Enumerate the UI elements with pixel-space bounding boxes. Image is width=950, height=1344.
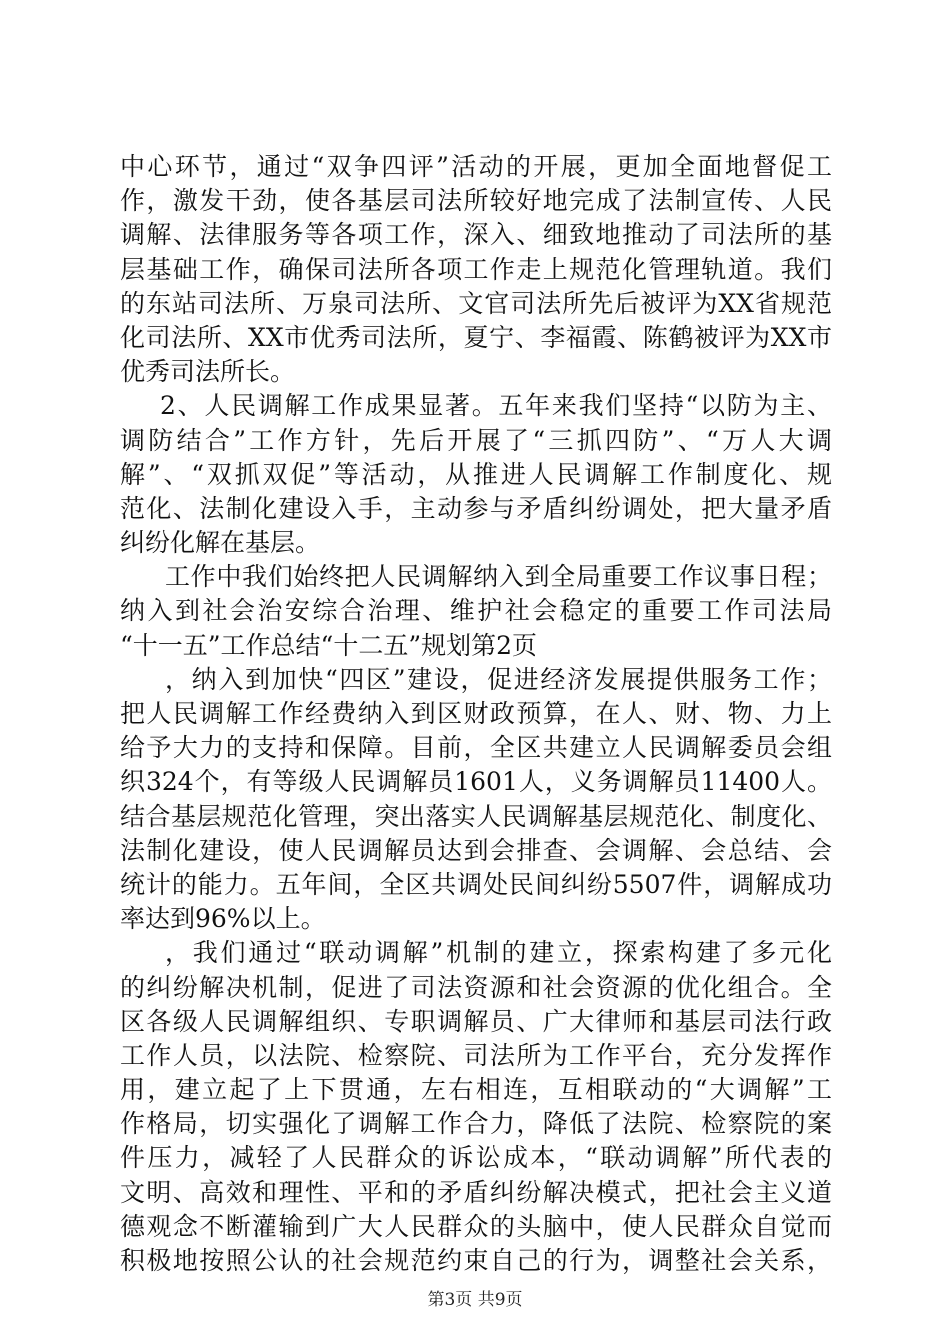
- text-line: 化司法所、XX市优秀司法所，夏宁、李福霞、陈鹤被评为XX市: [120, 322, 832, 352]
- text-line: 作，激发干劲，使各基层司法所较好地完成了法制宣传、人民: [120, 186, 832, 216]
- text-line: 积极地按照公认的社会规范约束自己的行为，调整社会关系，: [120, 1246, 832, 1275]
- text-line: 给予大力的支持和保障。目前，全区共建立人民调解委员会组: [120, 733, 832, 763]
- text-line: 作格局，切实强化了调解工作合力，降低了法院、检察院的案: [120, 1109, 832, 1139]
- text-line: 结合基层规范化管理，突出落实人民调解基层规范化、制度化、: [120, 801, 832, 831]
- text-line: 的东站司法所、万泉司法所、文官司法所先后被评为XX省规范: [120, 288, 832, 318]
- text-line: ，我们通过“联动调解”机制的建立，探索构建了多元化: [165, 938, 832, 968]
- text-line: 中心环节，通过“双争四评”活动的开展，更加全面地督促工: [120, 152, 832, 181]
- text-line: 织324个，有等级人民调解员1601人，义务调解员11400人。: [120, 767, 832, 797]
- text-line: 调防结合”工作方针，先后开展了“三抓四防”、“万人大调: [120, 425, 832, 455]
- page-footer: 第3页 共9页: [427, 1290, 523, 1310]
- text-line: 解”、“双抓双促”等活动，从推进人民调解工作制度化、规: [120, 459, 832, 489]
- document-body: [120, 150, 832, 1278]
- text-line: 工作中我们始终把人民调解纳入到全局重要工作议事日程；: [165, 562, 832, 592]
- text-line: 层基础工作，确保司法所各项工作走上规范化管理轨道。我们: [120, 254, 832, 284]
- text-line: 法制化建设，使人民调解员达到会排查、会调解、会总结、会: [120, 835, 832, 865]
- text-line: 区各级人民调解组织、专职调解员、广大律师和基层司法行政: [120, 1006, 832, 1036]
- text-line: “十一五”工作总结“十二五”规划第2页: [120, 630, 538, 660]
- text-line: 范化、法制化建设入手，主动参与矛盾纠纷调处，把大量矛盾: [120, 493, 832, 523]
- text-line: 优秀司法所长。: [120, 357, 296, 387]
- text-line: 工作人员，以法院、检察院、司法所为工作平台，充分发挥作: [120, 1040, 832, 1070]
- text-line: 用，建立起了上下贯通，左右相连，互相联动的“大调解”工: [120, 1075, 832, 1105]
- text-line: 文明、高效和理性、平和的矛盾纠纷解决模式，把社会主义道: [120, 1177, 832, 1207]
- text-line: 件压力，减轻了人民群众的诉讼成本，“联动调解”所代表的: [120, 1143, 832, 1173]
- text-line: 的纠纷解决机制，促进了司法资源和社会资源的优化组合。全: [120, 972, 832, 1002]
- text-line: 调解、法律服务等各项工作，深入、细致地推动了司法所的基: [120, 220, 832, 250]
- text-line: 率达到96%以上。: [120, 904, 326, 934]
- text-line: 纠纷化解在基层。: [120, 528, 321, 558]
- text-line: 把人民调解工作经费纳入到区财政预算，在人、财、物、力上: [120, 699, 832, 728]
- text-line: 统计的能力。五年间，全区共调处民间纠纷5507件，调解成功: [120, 869, 832, 899]
- text-line: ，纳入到加快“四区”建设，促进经济发展提供服务工作；: [165, 664, 832, 694]
- text-line: 德观念不断灌输到广大人民群众的头脑中，使人民群众自觉而: [120, 1211, 832, 1241]
- text-line: 2、人民调解工作成果显著。五年来我们坚持“以防为主、: [160, 391, 832, 421]
- text-line: 纳入到社会治安综合治理、维护社会稳定的重要工作司法局: [120, 596, 832, 626]
